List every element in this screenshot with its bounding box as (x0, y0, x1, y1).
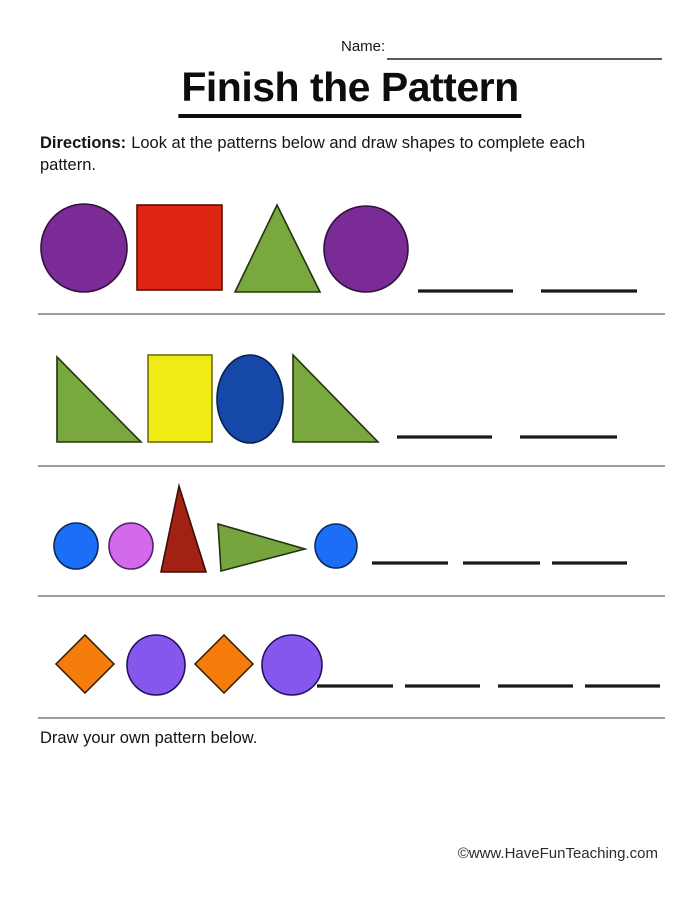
draw-own-pattern-label: Draw your own pattern below. (40, 729, 258, 747)
directions (40, 132, 618, 176)
shape-purple-circle (324, 206, 408, 292)
shape-red-square (137, 205, 222, 290)
directions-label: Directions: (40, 134, 127, 152)
shape-green-right-triangle (57, 357, 141, 442)
shape-orange-diamond (56, 635, 114, 693)
shape-violet-circle (262, 635, 322, 695)
shape-green-right-pointing-triangle (218, 524, 305, 571)
shape-pink-circle (109, 523, 153, 569)
directions-text: Look at the patterns below and draw shapes to complete each pattern. (40, 134, 586, 174)
shape-green-triangle (235, 205, 320, 292)
shape-yellow-rectangle (148, 355, 212, 442)
shape-violet-circle (127, 635, 185, 695)
footer-credit: ©www.HaveFunTeaching.com (457, 845, 658, 862)
name-label: Name: (341, 38, 386, 55)
shape-blue-oval (217, 355, 283, 443)
page-title: Finish the Pattern (178, 64, 521, 118)
shape-blue-circle (54, 523, 98, 569)
shape-orange-diamond (195, 635, 253, 693)
shape-blue-circle (315, 524, 357, 568)
shape-dark-red-triangle (161, 486, 206, 572)
shape-green-right-triangle (293, 355, 378, 442)
shape-purple-circle (41, 204, 127, 292)
